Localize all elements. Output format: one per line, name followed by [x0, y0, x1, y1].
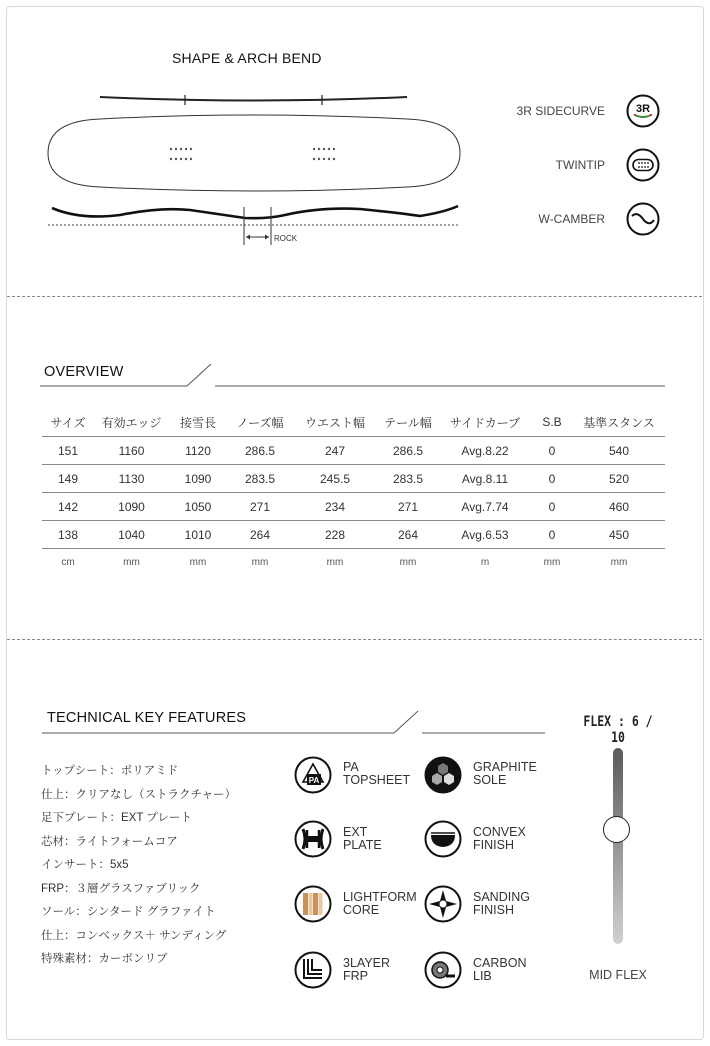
- spec-table-header: [42, 408, 665, 437]
- cell: 1050: [169, 493, 227, 521]
- feature-carbon-lib: CARBON LIB: [473, 956, 527, 983]
- cell: 0: [531, 465, 573, 493]
- divider-1: [7, 296, 702, 297]
- feature-sanding-finish: SANDING FINISH: [473, 890, 530, 917]
- cell: 283.5: [227, 465, 293, 493]
- feature-label-twintip: TWINTIP: [555, 158, 605, 172]
- unit: mm: [543, 557, 561, 568]
- unit: mm: [189, 557, 207, 568]
- table-row: [42, 493, 665, 521]
- cell: 1010: [169, 521, 227, 549]
- unit: cm: [61, 557, 75, 568]
- cell: 234: [293, 493, 377, 521]
- cell: Avg.8.11: [439, 465, 531, 493]
- table-row: [42, 465, 665, 493]
- cell: 0: [531, 493, 573, 521]
- carbon-lib-icon: [424, 951, 462, 989]
- shape-title: SHAPE & ARCH BEND: [172, 50, 322, 66]
- cell: 1130: [94, 465, 169, 493]
- cell: 264: [377, 521, 439, 549]
- camber-profile: [52, 206, 458, 218]
- col-header: テール幅: [377, 408, 439, 437]
- unit: mm: [123, 557, 140, 568]
- cell: 1090: [94, 493, 169, 521]
- spec-item: FRP：３層グラスファブリック: [41, 882, 201, 895]
- pa-topsheet-icon: [294, 756, 332, 794]
- cell: 520: [573, 465, 665, 493]
- 3r-badge-text: 3R: [635, 103, 651, 115]
- cell: 1040: [94, 521, 169, 549]
- cell: 0: [531, 521, 573, 549]
- cell: 228: [293, 521, 377, 549]
- cell: 138: [42, 521, 94, 549]
- rock-label: ROCK: [274, 234, 298, 243]
- flex-label: MID FLEX: [589, 968, 647, 982]
- 3layer-frp-icon: [294, 951, 332, 989]
- ext-plate-icon: [294, 820, 332, 858]
- cell: 271: [227, 493, 293, 521]
- board-diagram: [40, 85, 480, 255]
- graphite-sole-icon: [424, 756, 462, 794]
- feature-pa-topsheet: PA TOPSHEET: [343, 760, 411, 787]
- spec-item: 足下プレート：EXT プレート: [41, 812, 192, 824]
- spec-item: ソール：シンタード グラファイト: [41, 906, 216, 918]
- pa-badge-text: PA: [308, 776, 320, 785]
- units-row: [42, 549, 665, 577]
- spec-table: [42, 408, 665, 576]
- sanding-finish-icon: [424, 885, 462, 923]
- overview-title: OVERVIEW: [44, 364, 124, 380]
- cell: 245.5: [293, 465, 377, 493]
- spec-item: 芯材：ライトフォームコア: [41, 835, 178, 848]
- feature-graphite-sole: GRAPHITE SOLE: [473, 760, 537, 787]
- feature-3layer-frp: 3LAYER FRP: [343, 956, 391, 983]
- feature-ext-plate: EXT PLATE: [343, 825, 382, 852]
- cell: 0: [531, 437, 573, 465]
- cell: 286.5: [227, 437, 293, 465]
- feature-lightform-core: LIGHTFORM CORE: [343, 890, 417, 917]
- cell: 450: [573, 521, 665, 549]
- twintip-icon: [626, 148, 660, 182]
- cell: 151: [42, 437, 94, 465]
- unit: mm: [399, 557, 417, 568]
- col-header: S.B: [531, 408, 573, 437]
- cell: Avg.6.53: [439, 521, 531, 549]
- cell: 283.5: [377, 465, 439, 493]
- unit: mm: [610, 557, 628, 568]
- col-header: ウエスト幅: [293, 408, 377, 437]
- board-outline: [48, 115, 460, 191]
- feature-label-w-camber: W-CAMBER: [538, 212, 605, 226]
- cell: 1090: [169, 465, 227, 493]
- cell: 460: [573, 493, 665, 521]
- flex-gauge-knob: [603, 816, 630, 843]
- cell: Avg.7.74: [439, 493, 531, 521]
- spec-item: インサート：5x5: [41, 859, 129, 871]
- unit: mm: [251, 557, 269, 568]
- col-header: サイズ: [42, 408, 94, 437]
- 3r-sidecurve-icon: [626, 94, 660, 128]
- convex-finish-icon: [424, 820, 462, 858]
- cell: 247: [293, 437, 377, 465]
- cell: 149: [42, 465, 94, 493]
- flex-title: FLEX : 6 / 10: [583, 714, 653, 746]
- feature-convex-finish: CONVEX FINISH: [473, 825, 526, 852]
- spec-item: 仕上：クリアなし（ストラクチャー）: [41, 788, 237, 801]
- cell: 1120: [169, 437, 227, 465]
- cell: Avg.8.22: [439, 437, 531, 465]
- feature-label-3r-sidecurve: 3R SIDECURVE: [516, 104, 605, 118]
- col-header: 有効エッジ: [94, 408, 169, 437]
- col-header: サイドカーブ: [439, 408, 531, 437]
- cell: 540: [573, 437, 665, 465]
- divider-2: [7, 639, 702, 640]
- spec-list: [41, 760, 236, 972]
- table-row: [42, 521, 665, 549]
- unit: mm: [326, 557, 344, 568]
- technical-title-rule: [42, 708, 552, 736]
- cell: 271: [377, 493, 439, 521]
- spec-item: 仕上：コンベックス＋ サンディング: [41, 929, 227, 942]
- flex-gauge-track: [613, 748, 623, 944]
- spec-item: トップシート：ポリアミド: [41, 765, 179, 777]
- table-row: [42, 437, 665, 465]
- cell: 286.5: [377, 437, 439, 465]
- cell: 1160: [94, 437, 169, 465]
- col-header: 接雪長: [169, 408, 227, 437]
- overview-title-rule: [40, 362, 670, 390]
- spec-item: 特殊素材：カーボンリブ: [41, 953, 168, 965]
- lightform-core-icon: [294, 885, 332, 923]
- technical-title: TECHNICAL KEY FEATURES: [47, 710, 247, 726]
- arch-line-top: [100, 97, 407, 101]
- col-header: ノーズ幅: [227, 408, 293, 437]
- cell: 142: [42, 493, 94, 521]
- col-header: 基準スタンス: [573, 408, 665, 437]
- unit: m: [480, 557, 490, 568]
- w-camber-icon: [626, 202, 660, 236]
- cell: 264: [227, 521, 293, 549]
